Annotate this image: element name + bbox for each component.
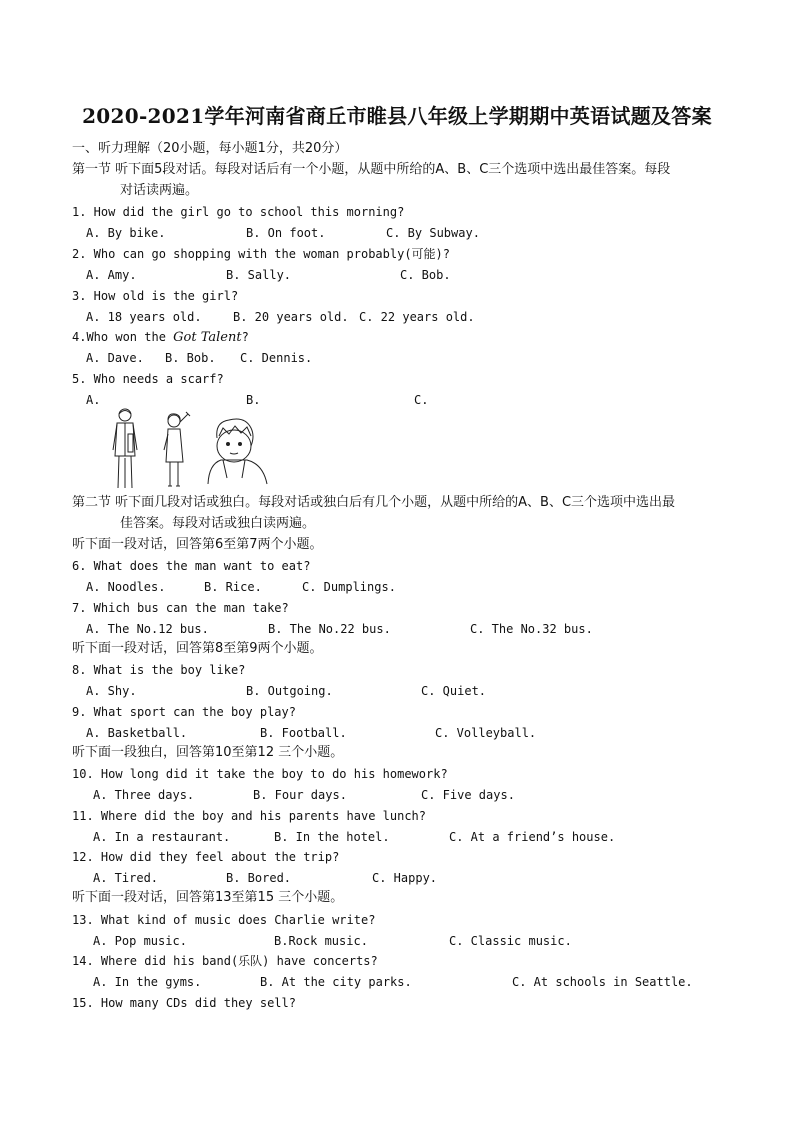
question-3: 3. How old is the girl? [72, 289, 239, 303]
group-instruction-13-15: 听下面一段对话，回答第13至第15 三个小题。 [72, 890, 344, 905]
q7-option-b: B. The No.22 bus. [268, 622, 391, 636]
q3-option-c: C. 22 years old. [359, 310, 475, 324]
q12-option-c: C. Happy. [372, 871, 438, 885]
q6-option-c: C. Dumplings. [302, 580, 396, 594]
q5-option-c: C. [414, 393, 429, 407]
q11-option-c: C. At a friend’s house. [449, 830, 616, 844]
question-9: 9. What sport can the boy play? [72, 705, 296, 719]
question-1: 1. How did the girl go to school this morning? [72, 205, 405, 219]
q14-option-c: C. At schools in Seattle. [512, 975, 693, 989]
q14-option-b: B. At the city parks. [260, 975, 412, 989]
q1-option-c: C. By Subway. [386, 226, 480, 240]
q7-option-c: C. The No.32 bus. [470, 622, 593, 636]
q9-option-b: B. Football. [260, 726, 347, 740]
boy-bundled-up-illustration [205, 416, 271, 486]
q4-show-title: Got Talent [173, 330, 242, 345]
group-instruction-10-12: 听下面一段独白，回答第10至第12 三个小题。 [72, 745, 344, 760]
question-2: 2. Who can go shopping with the woman probably(可能)? [72, 247, 451, 261]
q8-option-c: C. Quiet. [421, 684, 487, 698]
question-5: 5. Who needs a scarf? [72, 372, 224, 386]
question-8: 8. What is the boy like? [72, 663, 246, 677]
woman-waving-illustration [160, 410, 194, 490]
q6-option-b: B. Rice. [204, 580, 262, 594]
q5-option-a: A. [86, 393, 101, 407]
q4-option-a: A. Dave. [86, 351, 144, 365]
q4-option-c: C. Dennis. [240, 351, 313, 365]
q9-option-a: A. Basketball. [86, 726, 188, 740]
question-11: 11. Where did the boy and his parents have lunch? [72, 809, 427, 823]
q5-option-b: B. [246, 393, 261, 407]
section2-instruction: 第二节 听下面几段对话或独白。每段对话或独白后有几个小题，从题中所给的A、B、C三个选项中选出最 [72, 495, 676, 510]
question-12: 12. How did they feel about the trip? [72, 850, 340, 864]
q3-option-b: B. 20 years old. [233, 310, 349, 324]
q1-option-b: B. On foot. [246, 226, 326, 240]
question-7: 7. Which bus can the man take? [72, 601, 289, 615]
group-instruction-8-9: 听下面一段对话，回答第8至第9两个小题。 [72, 641, 323, 656]
question-6: 6. What does the man want to eat? [72, 559, 311, 573]
man-in-coat-illustration [108, 406, 142, 492]
question-13: 13. What kind of music does Charlie write? [72, 913, 376, 927]
q10-option-a: A. Three days. [93, 788, 195, 802]
q14-option-a: A. In the gyms. [93, 975, 202, 989]
question-10: 10. How long did it take the boy to do his homework? [72, 767, 448, 781]
q6-option-a: A. Noodles. [86, 580, 166, 594]
q7-option-a: A. The No.12 bus. [86, 622, 209, 636]
q3-option-a: A. 18 years old. [86, 310, 202, 324]
q10-option-b: B. Four days. [253, 788, 347, 802]
q2-option-c: C. Bob. [400, 268, 451, 282]
q11-option-a: A. In a restaurant. [93, 830, 231, 844]
q9-option-c: C. Volleyball. [435, 726, 537, 740]
q13-option-a: A. Pop music. [93, 934, 187, 948]
section1-instruction-cont: 对话读两遍。 [120, 183, 199, 198]
section2-instruction-cont: 佳答案。每段对话或独白读两遍。 [120, 516, 316, 531]
q4-text-prefix: 4.Who won the [72, 330, 174, 344]
q4-option-b: B. Bob. [165, 351, 216, 365]
part1-heading: 一、听力理解（20小题，每小题1分，共20分） [72, 141, 348, 156]
q12-option-a: A. Tired. [93, 871, 159, 885]
question-4 [72, 328, 249, 347]
q12-option-b: B. Bored. [226, 871, 292, 885]
q8-option-a: A. Shy. [86, 684, 137, 698]
page-title: 2020-2021学年河南省商丘市睢县八年级上学期期中英语试题及答案 [82, 104, 712, 128]
q13-option-c: C. Classic music. [449, 934, 572, 948]
question-14: 14. Where did his band(乐队) have concerts? [72, 954, 378, 968]
q8-option-b: B. Outgoing. [246, 684, 333, 698]
q11-option-b: B. In the hotel. [274, 830, 390, 844]
section1-instruction: 第一节 听下面5段对话。每段对话后有一个小题，从题中所给的A、B、C三个选项中选出最佳答案。每段 [72, 162, 671, 177]
q1-option-a: A. By bike. [86, 226, 166, 240]
q4-text-suffix: ? [241, 330, 249, 344]
q2-option-b: B. Sally. [226, 268, 292, 282]
group-instruction-6-7: 听下面一段对话，回答第6至第7两个小题。 [72, 537, 323, 552]
q13-option-b: B.Rock music. [274, 934, 368, 948]
q10-option-c: C. Five days. [421, 788, 515, 802]
q2-option-a: A. Amy. [86, 268, 137, 282]
question-15: 15. How many CDs did they sell? [72, 996, 296, 1010]
